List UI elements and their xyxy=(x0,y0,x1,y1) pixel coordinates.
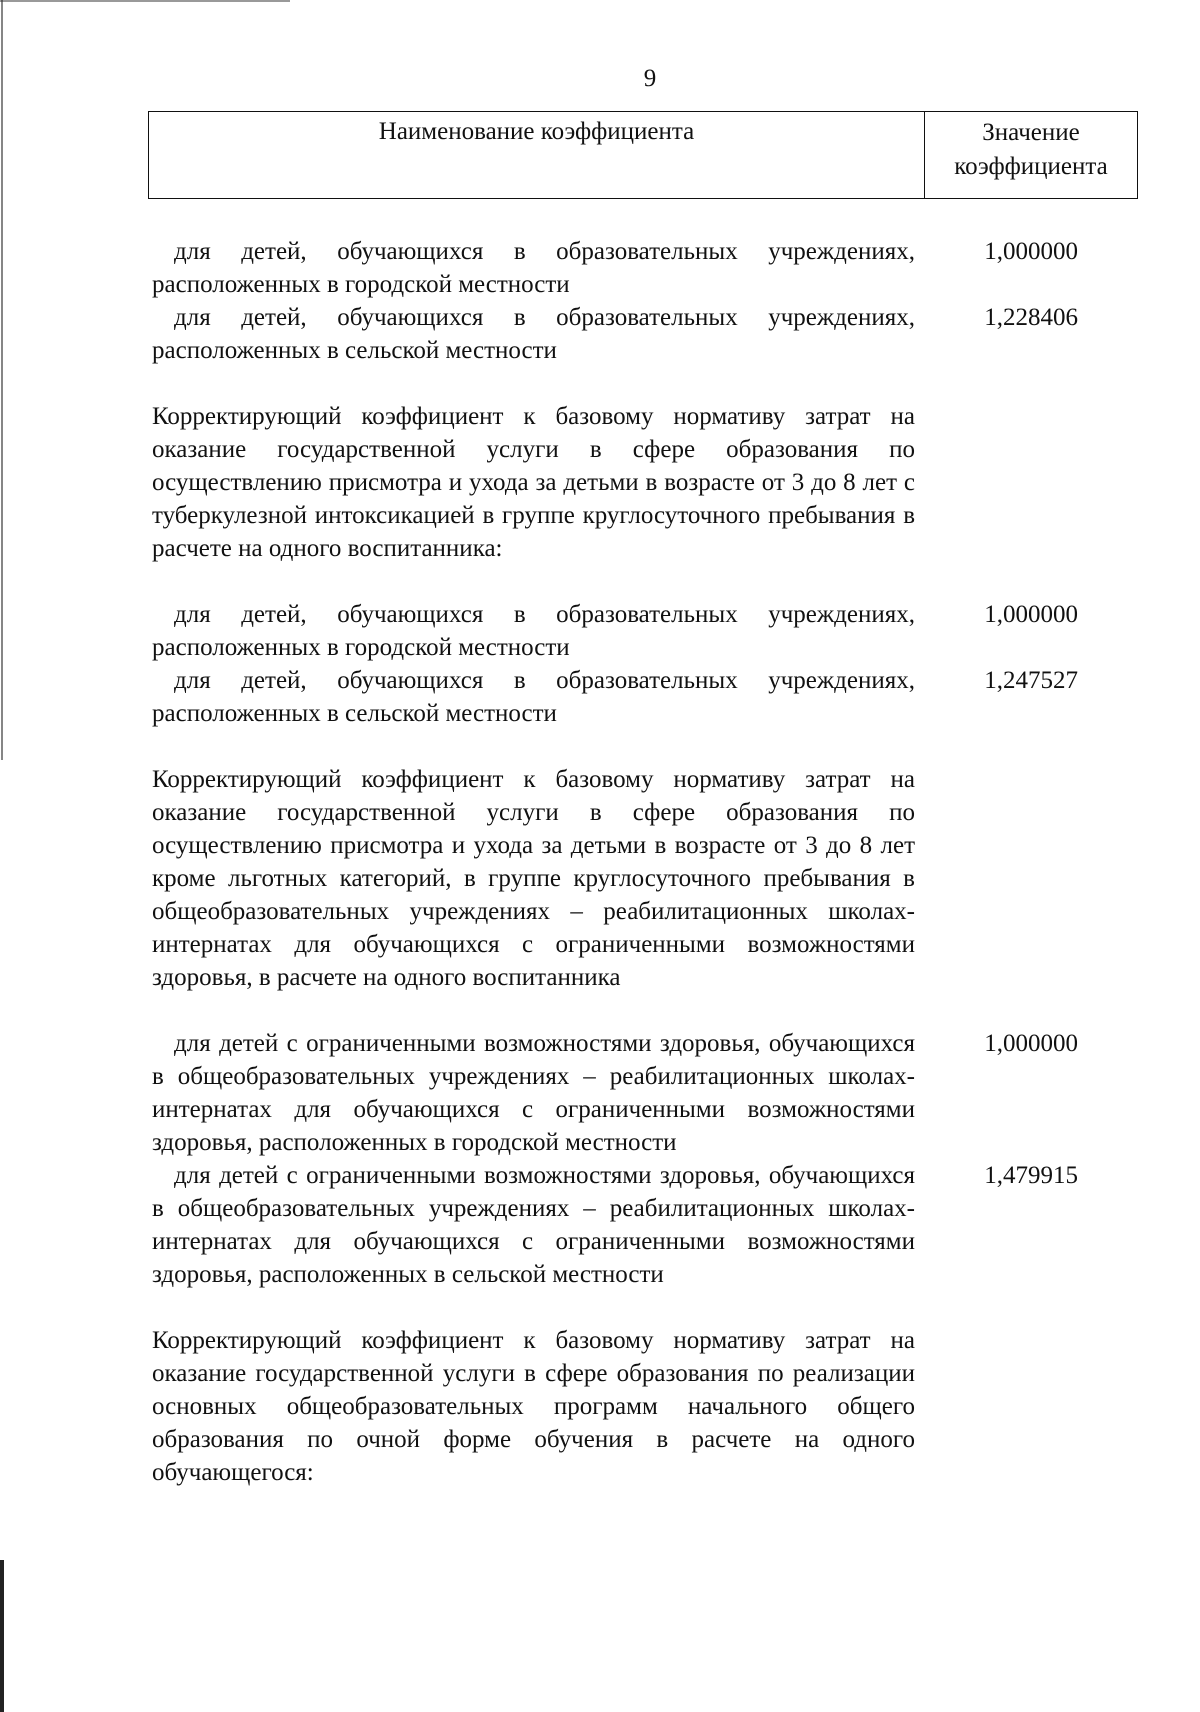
coefficient-label: для детей с ограниченными возможностями здоровья, обучающихся в общеобразовательных учреждениях – реабилитационных школах-интернатах для обучающихся с ограниченными возможностями здоровья, расположенных в городской местности xyxy=(152,1030,915,1156)
scan-artifact-top-line xyxy=(0,0,290,2)
scan-artifact-left-edge-bottom xyxy=(0,1560,4,1712)
coefficient-row xyxy=(152,664,1082,730)
header-value-line2: коэффициента xyxy=(954,153,1108,180)
document-body xyxy=(152,235,1082,1489)
coefficient-label: для детей, обучающихся в образовательных учреждениях, расположенных в сельской местности xyxy=(152,304,915,364)
section-2 xyxy=(152,763,1082,1291)
coefficient-row xyxy=(152,1027,1082,1159)
coefficient-label: для детей, обучающихся в образовательных учреждениях, расположенных в городской местности xyxy=(152,238,915,298)
coefficient-value: 1,479915 xyxy=(984,1162,1078,1189)
section-heading: Корректирующий коэффициент к базовому нормативу затрат на оказание государственной услуги в сфере образования по осуществлению присмотра и ухода за детьми в возрасте от 3 до 8 лет с туберкулезной интоксикацией в группе круглосуточного пребывания в расчете на одного воспитанника: xyxy=(152,403,915,562)
section-1 xyxy=(152,400,1082,730)
header-value-line1: Значение xyxy=(982,119,1080,146)
section-0 xyxy=(152,235,1082,367)
section-heading: Корректирующий коэффициент к базовому нормативу затрат на оказание государственной услуги в сфере образования по реализации основных общеобразовательных программ начального общего образования по очной форме обучения в расчете на одного обучающегося: xyxy=(152,1327,915,1486)
coefficient-row xyxy=(152,598,1082,664)
header-value-column xyxy=(925,112,1137,198)
section-heading: Корректирующий коэффициент к базовому нормативу затрат на оказание государственной услуги в сфере образования по осуществлению присмотра и ухода за детьми в возрасте от 3 до 8 лет кроме льготных категорий, в группе круглосуточного пребывания в общеобразовательных учреждениях – реабилитационных школах-интернатах для обучающихся с ограниченными возможностями здоровья, в расчете на одного воспитанника xyxy=(152,766,915,991)
coefficient-label: для детей с ограниченными возможностями здоровья, обучающихся в общеобразовательных учреждениях – реабилитационных школах-интернатах для обучающихся с ограниченными возможностями здоровья, расположенных в сельской местности xyxy=(152,1162,915,1288)
header-name-column: Наименование коэффициента xyxy=(149,112,925,198)
coefficient-label: для детей, обучающихся в образовательных учреждениях, расположенных в городской местности xyxy=(152,601,915,661)
coefficient-value: 1,247527 xyxy=(984,667,1078,694)
coefficient-value: 1,000000 xyxy=(984,1030,1078,1057)
coefficient-value: 1,000000 xyxy=(984,238,1078,265)
scan-artifact-left-edge xyxy=(1,0,3,760)
coefficient-row xyxy=(152,235,1082,301)
page-number: 9 xyxy=(643,65,657,92)
coefficient-label: для детей, обучающихся в образовательных учреждениях, расположенных в сельской местности xyxy=(152,667,915,727)
coefficient-value: 1,000000 xyxy=(984,601,1078,628)
coefficient-row xyxy=(152,301,1082,367)
coefficient-row xyxy=(152,1159,1082,1291)
section-3 xyxy=(152,1324,1082,1489)
table-header xyxy=(148,111,1138,199)
coefficient-value: 1,228406 xyxy=(984,304,1078,331)
